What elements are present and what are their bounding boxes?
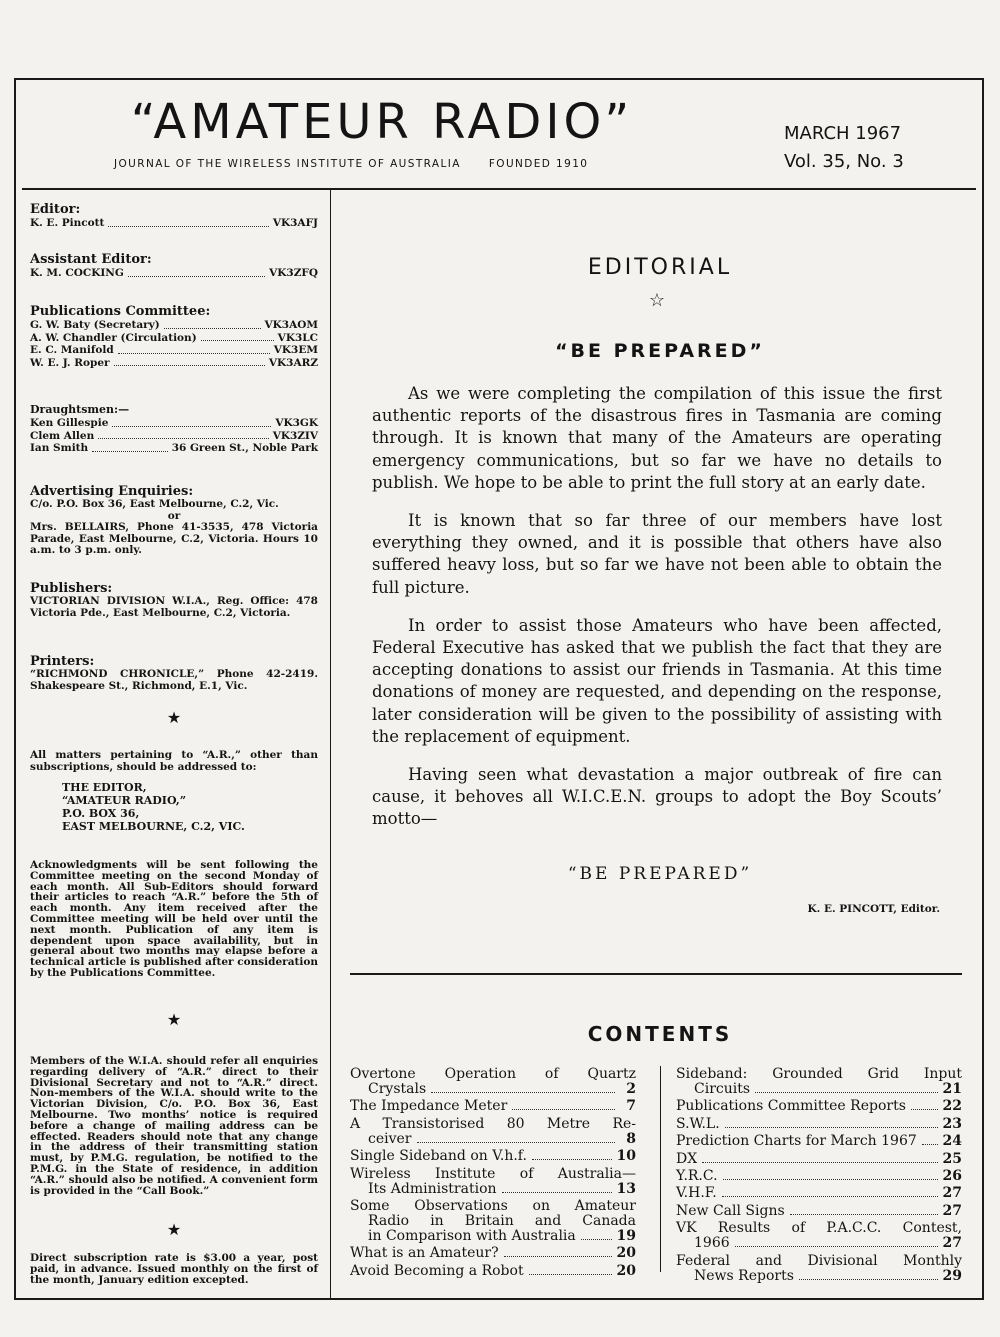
top-rule [22, 188, 976, 190]
editorial-body [372, 383, 942, 847]
contents-item [676, 1221, 962, 1251]
issue-volume: Vol. 35, No. 3 [784, 151, 904, 172]
advertising-text: C/o. P.O. Box 36, East Melbourne, C.2, Vic. [30, 498, 279, 510]
staff-row: K. M. COCKING VK3ZFQ [30, 267, 318, 279]
contents-item [676, 1067, 962, 1097]
staff-row: E. C. Manifold VK3EM [30, 344, 318, 356]
contents-title: Prediction Charts for March 1967 [676, 1133, 917, 1150]
star-outline-icon: ☆ [648, 290, 666, 311]
publishers-text: VICTORIAN DIVISION W.I.A., Reg. Office: 478 Victoria Pde., East Melbourne, C.2, Victoria. [30, 595, 318, 619]
staff-row: K. E. Pincott VK3AFJ [30, 217, 318, 229]
contents-item [350, 1264, 636, 1279]
contents-title: What is an Amateur? [350, 1245, 499, 1262]
draughtsmen-heading: Draughtsmen:— [30, 403, 130, 416]
contents-page-number: 26 [942, 1167, 962, 1184]
masthead-title: “AMATEUR RADIO” [130, 94, 634, 150]
publishers-heading: Publishers: [30, 581, 113, 596]
contents-column-1 [350, 1067, 636, 1281]
contents-page-number: 13 [616, 1180, 636, 1197]
advertising-or: or [167, 509, 181, 522]
contents-page-number: 23 [942, 1115, 962, 1132]
editorial-paragraph: It is known that so far three of our members have lost everything they owned, and it is possible that others have also suffered heavy loss, but so far we have not been able to obtain the full picture. [372, 511, 942, 597]
contents-title-line: A Transistorised 80 Metre Re- [350, 1115, 636, 1132]
contents-item [676, 1152, 962, 1167]
staff-row: W. E. J. Roper VK3ARZ [30, 356, 318, 369]
contents-item [350, 1117, 636, 1147]
editorial-motto: “BE PREPARED” [567, 864, 753, 884]
contents-page-number: 20 [616, 1245, 636, 1262]
advertising-text-2: Mrs. BELLAIRS, Phone 41-3535, 478 Victoria Parade, East Melbourne, C.2, Victoria. Hours 10 a.m. to 3 p.m. only. [30, 521, 318, 556]
contents-title: Its Administration [368, 1180, 497, 1197]
issue-info [784, 120, 904, 176]
contents-title: Y.R.C. [676, 1167, 718, 1184]
contents-title: 1966 [694, 1235, 730, 1252]
contents-page-number: 29 [942, 1267, 962, 1284]
contents-title: Publications Committee Reports [676, 1098, 906, 1115]
contents-item [350, 1067, 636, 1097]
editorial-title: “BE PREPARED” [555, 340, 765, 362]
contents-page-number: 25 [942, 1150, 962, 1167]
staff-row: Ian Smith 36 Green St., Noble Park [30, 442, 318, 454]
contents-title: ceiver [368, 1130, 412, 1147]
printers-heading: Printers: [30, 654, 95, 669]
editorial-paragraph: Having seen what devastation a major outbreak of fire can cause, it behoves all W.I.C.E.N. groups to adopt the Boy Scouts’ motto— [372, 765, 942, 829]
address-line: “AMATEUR RADIO,” [62, 794, 187, 807]
contents-column-2 [676, 1067, 962, 1286]
editorial-paragraph: In order to assist those Amateurs who have been affected, Federal Executive has asked that we publish the fact that they are accepting donations to assist our friends in Tasmania. At this time donations of money are requested, and depending on the response, later consideration will be given to the possibility of assisting with the replacement of equipment. [372, 615, 942, 746]
staff-row: A. W. Chandler (Circulation) VK3LC [30, 331, 318, 344]
contents-title: V.H.F. [676, 1185, 717, 1202]
contents-page-number: 27 [942, 1185, 962, 1202]
contents-item [676, 1186, 962, 1201]
contents-item [676, 1169, 962, 1184]
contents-title-line: VK Results of P.A.C.C. Contest, [676, 1220, 962, 1237]
contents-item [350, 1149, 636, 1164]
contents-page-number: 8 [626, 1130, 636, 1147]
star-icon: ★ [166, 708, 182, 727]
issue-date: MARCH 1967 [784, 123, 902, 144]
contents-page-number: 27 [942, 1235, 962, 1252]
editorial-paragraph: As we were completing the compilation of this issue the first authentic reports of the disastrous fires in Tasmania are coming through. It is known that many of the Amateurs are operating emergency communications, but so far we have no details to publish. We hope to be able to print the full story at an early date. [372, 384, 942, 492]
contents-title: Crystals [368, 1081, 427, 1097]
founded-text: FOUNDED 1910 [488, 158, 589, 170]
matters-text: All matters pertaining to “A.R.,” other than subscriptions, should be addressed to: [30, 749, 318, 773]
committee-heading: Publications Committee: [30, 304, 211, 319]
contents-page-number: 20 [616, 1262, 636, 1279]
address-line: EAST MELBOURNE, C.2, VIC. [62, 820, 245, 833]
column-divider [330, 188, 331, 1298]
contents-divider [660, 1066, 661, 1272]
editor-heading: Editor: [30, 202, 81, 217]
staff-row: G. W. Baty (Secretary) VK3AOM [30, 319, 318, 331]
contents-page-number: 22 [942, 1098, 962, 1115]
editorial-signature: K. E. PINCOTT, Editor. [807, 903, 940, 915]
editorial-heading: EDITORIAL [587, 255, 733, 280]
assistant-heading: Assistant Editor: [30, 252, 152, 267]
star-icon: ★ [166, 1010, 182, 1029]
contents-title: News Reports [694, 1267, 794, 1284]
contents-item [676, 1254, 962, 1284]
acknowledgments-text: Acknowledgments will be sent following the Committee meeting on the second Monday of each month. All Sub-Editors should forward their articles to reach “A.R.” before the 5th of each month. Any item received after the Committee meeting will be held over until the next month. Publication of any item is dependent upon space availability, but in general about two months may elapse before a technical article is published after consideration by the Publications Committee. [30, 859, 318, 979]
journal-subtitle: JOURNAL OF THE WIRELESS INSTITUTE OF AUSTRALIA [114, 158, 461, 170]
contents-page-number: 27 [942, 1202, 962, 1219]
contents-title: Avoid Becoming a Robot [350, 1262, 524, 1279]
contents-item [350, 1167, 636, 1197]
contents-title: Single Sideband on V.h.f. [350, 1148, 527, 1165]
star-icon: ★ [166, 1220, 182, 1239]
contents-title-line: Federal and Divisional Monthly [676, 1252, 962, 1269]
contents-title: The Impedance Meter [350, 1098, 508, 1115]
masthead-subtitle [114, 158, 654, 170]
contents-item [676, 1204, 962, 1219]
printers-text: “RICHMOND CHRONICLE,” Phone 42-2419. Shakespeare St., Richmond, E.1, Vic. [30, 668, 318, 692]
staff-row: Ken Gillespie VK3GK [30, 417, 318, 429]
contents-page-number: 10 [616, 1148, 636, 1165]
contents-item [350, 1199, 636, 1244]
contents-item [676, 1134, 962, 1149]
contents-item [350, 1246, 636, 1261]
contents-title-line: Some Observations on Amateur [350, 1197, 636, 1214]
advertising-heading: Advertising Enquiries: [30, 484, 194, 499]
contents-page-number: 24 [942, 1133, 962, 1150]
contents-heading: CONTENTS [587, 1022, 733, 1046]
contents-page-number: 2 [626, 1081, 636, 1097]
contents-item [350, 1099, 636, 1114]
contents-title: in Comparison with Australia [368, 1227, 576, 1244]
address-line: P.O. BOX 36, [62, 807, 140, 820]
contents-page-number: 21 [942, 1081, 962, 1097]
contents-title: DX [676, 1150, 698, 1167]
contents-page-number: 7 [626, 1098, 636, 1115]
subscription-text: Direct subscription rate is $3.00 a year, post paid, in advance. Issued monthly on the first of the month, January edition excepted. [30, 1252, 318, 1286]
contents-item [676, 1099, 962, 1114]
contents-title-line: Overtone Operation of Quartz [350, 1066, 636, 1082]
contents-title-line: Radio in Britain and Canada [368, 1212, 636, 1229]
contents-title-line: Wireless Institute of Australia— [350, 1165, 636, 1182]
contents-title: Circuits [694, 1081, 751, 1097]
members-text: Members of the W.I.A. should refer all enquiries regarding delivery of “A.R.” direct to their Divisional Secretary and not to “A.R.” direct. Non-members of the W.I.A. should write to the Victorian Division, C/o. P.O. Box 36, East Melbourne. Two months’ notice is required before a change of mailing address can be effected. Readers should note that any change in the address of their transmitting station must, by P.M.G. regulation, be notified to the P.M.G. in the State of residence, in addition “A.R.” should also be notified. A convenient form is provided in the “Call Book.” [30, 1055, 318, 1197]
contents-page-number: 19 [616, 1227, 636, 1244]
contents-title: New Call Signs [676, 1202, 785, 1219]
contents-title: S.W.L. [676, 1115, 720, 1132]
staff-row: Clem Allen VK3ZIV [30, 429, 318, 442]
contents-item [676, 1117, 962, 1132]
contents-rule [350, 973, 962, 975]
contents-title-line: Sideband: Grounded Grid Input [676, 1066, 962, 1082]
address-line: THE EDITOR, [62, 781, 147, 794]
